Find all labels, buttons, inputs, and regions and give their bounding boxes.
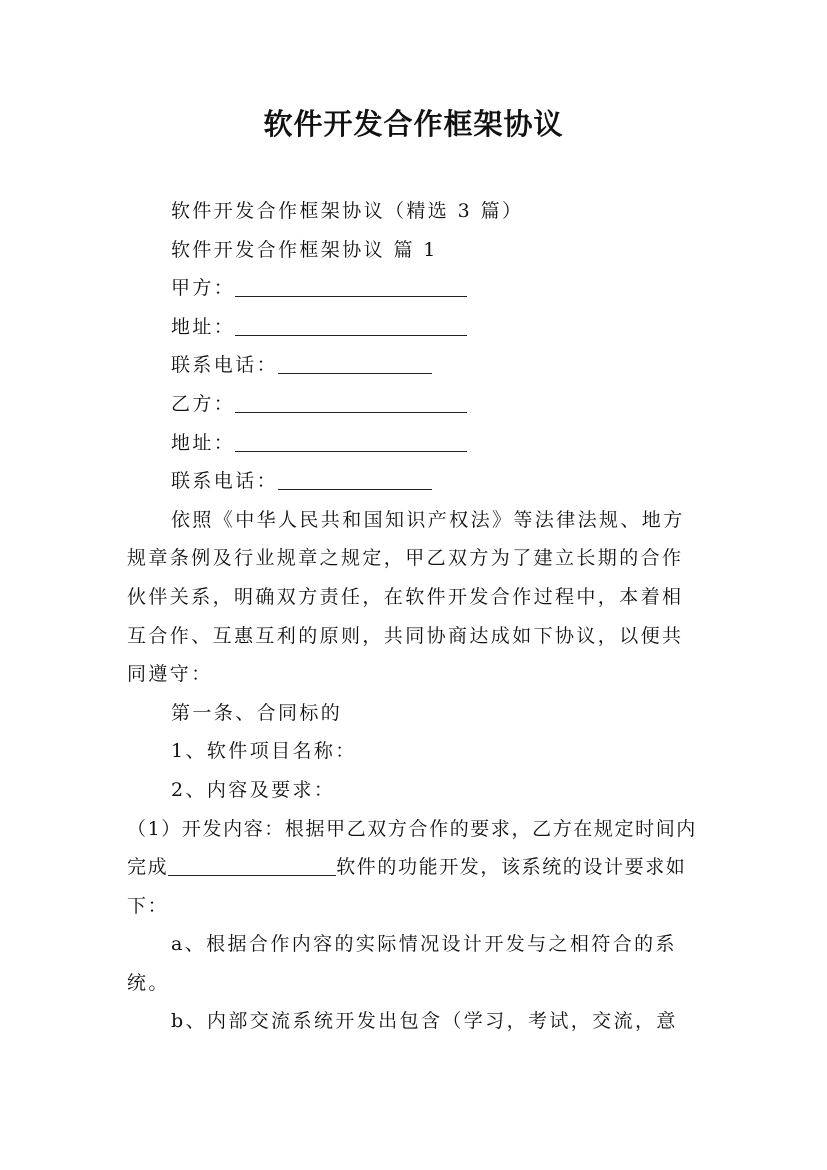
party-b-phone-label: 联系电话：: [171, 470, 279, 493]
party-b-address-label: 地址：: [171, 431, 236, 454]
software-name-blank: [168, 855, 336, 876]
party-a-address-blank: [235, 315, 467, 336]
party-a-name-label: 甲方：: [171, 277, 236, 300]
dev-content-paragraph: [127, 810, 703, 926]
section-heading: 第一条、合同标的: [171, 701, 343, 724]
party-a-phone-label: 联系电话：: [171, 354, 279, 377]
content-requirements-item: 2、内容及要求：: [171, 778, 336, 801]
party-a-address-label: 地址：: [171, 315, 236, 338]
project-name-item: 1、软件项目名称：: [171, 740, 357, 763]
party-b-name-label: 乙方：: [171, 392, 236, 415]
party-b-name-blank: [235, 392, 467, 413]
party-a-phone-line: [127, 346, 703, 385]
party-b-phone-blank: [278, 469, 432, 490]
party-b-phone-line: [127, 462, 703, 501]
party-b-address-line: [127, 424, 703, 463]
party-a-name-line: [127, 269, 703, 308]
document-subtitle: 软件开发合作框架协议（精选 3 篇）: [171, 200, 524, 222]
dev-content-text-before: （1）开发内容：根据甲乙双方合作的要求，乙方在规定时间内完成: [127, 817, 697, 879]
party-b-name-line: [127, 385, 703, 424]
party-a-phone-blank: [278, 353, 432, 374]
party-a-name-blank: [235, 276, 467, 297]
requirement-b-paragraph: b、内部交流系统开发出包含（学习，考试，交流，意: [171, 1010, 678, 1033]
document-title: 软件开发合作框架协议: [263, 107, 564, 141]
party-a-address-line: [127, 308, 703, 347]
article-heading: 软件开发合作框架协议 篇 1: [171, 238, 438, 261]
preamble-paragraph: 依照《中华人民共和国知识产权法》等法律法规、地方规章条例及行业规章之规定，甲乙双方为了建立长期的合作伙伴关系，明确双方责任，在软件开发合作过程中，本着相互合作、互惠互利的原则，共同协商达成如下协议，以便共同遵守：: [127, 508, 685, 686]
requirement-a-paragraph: a、根据合作内容的实际情况设计开发与之相符合的系统。: [127, 933, 677, 994]
document-body: [127, 192, 703, 1041]
dev-content-text-after: 软件的功能开发，该系统的设计要求如下：: [127, 856, 687, 917]
party-b-address-blank: [235, 431, 467, 452]
